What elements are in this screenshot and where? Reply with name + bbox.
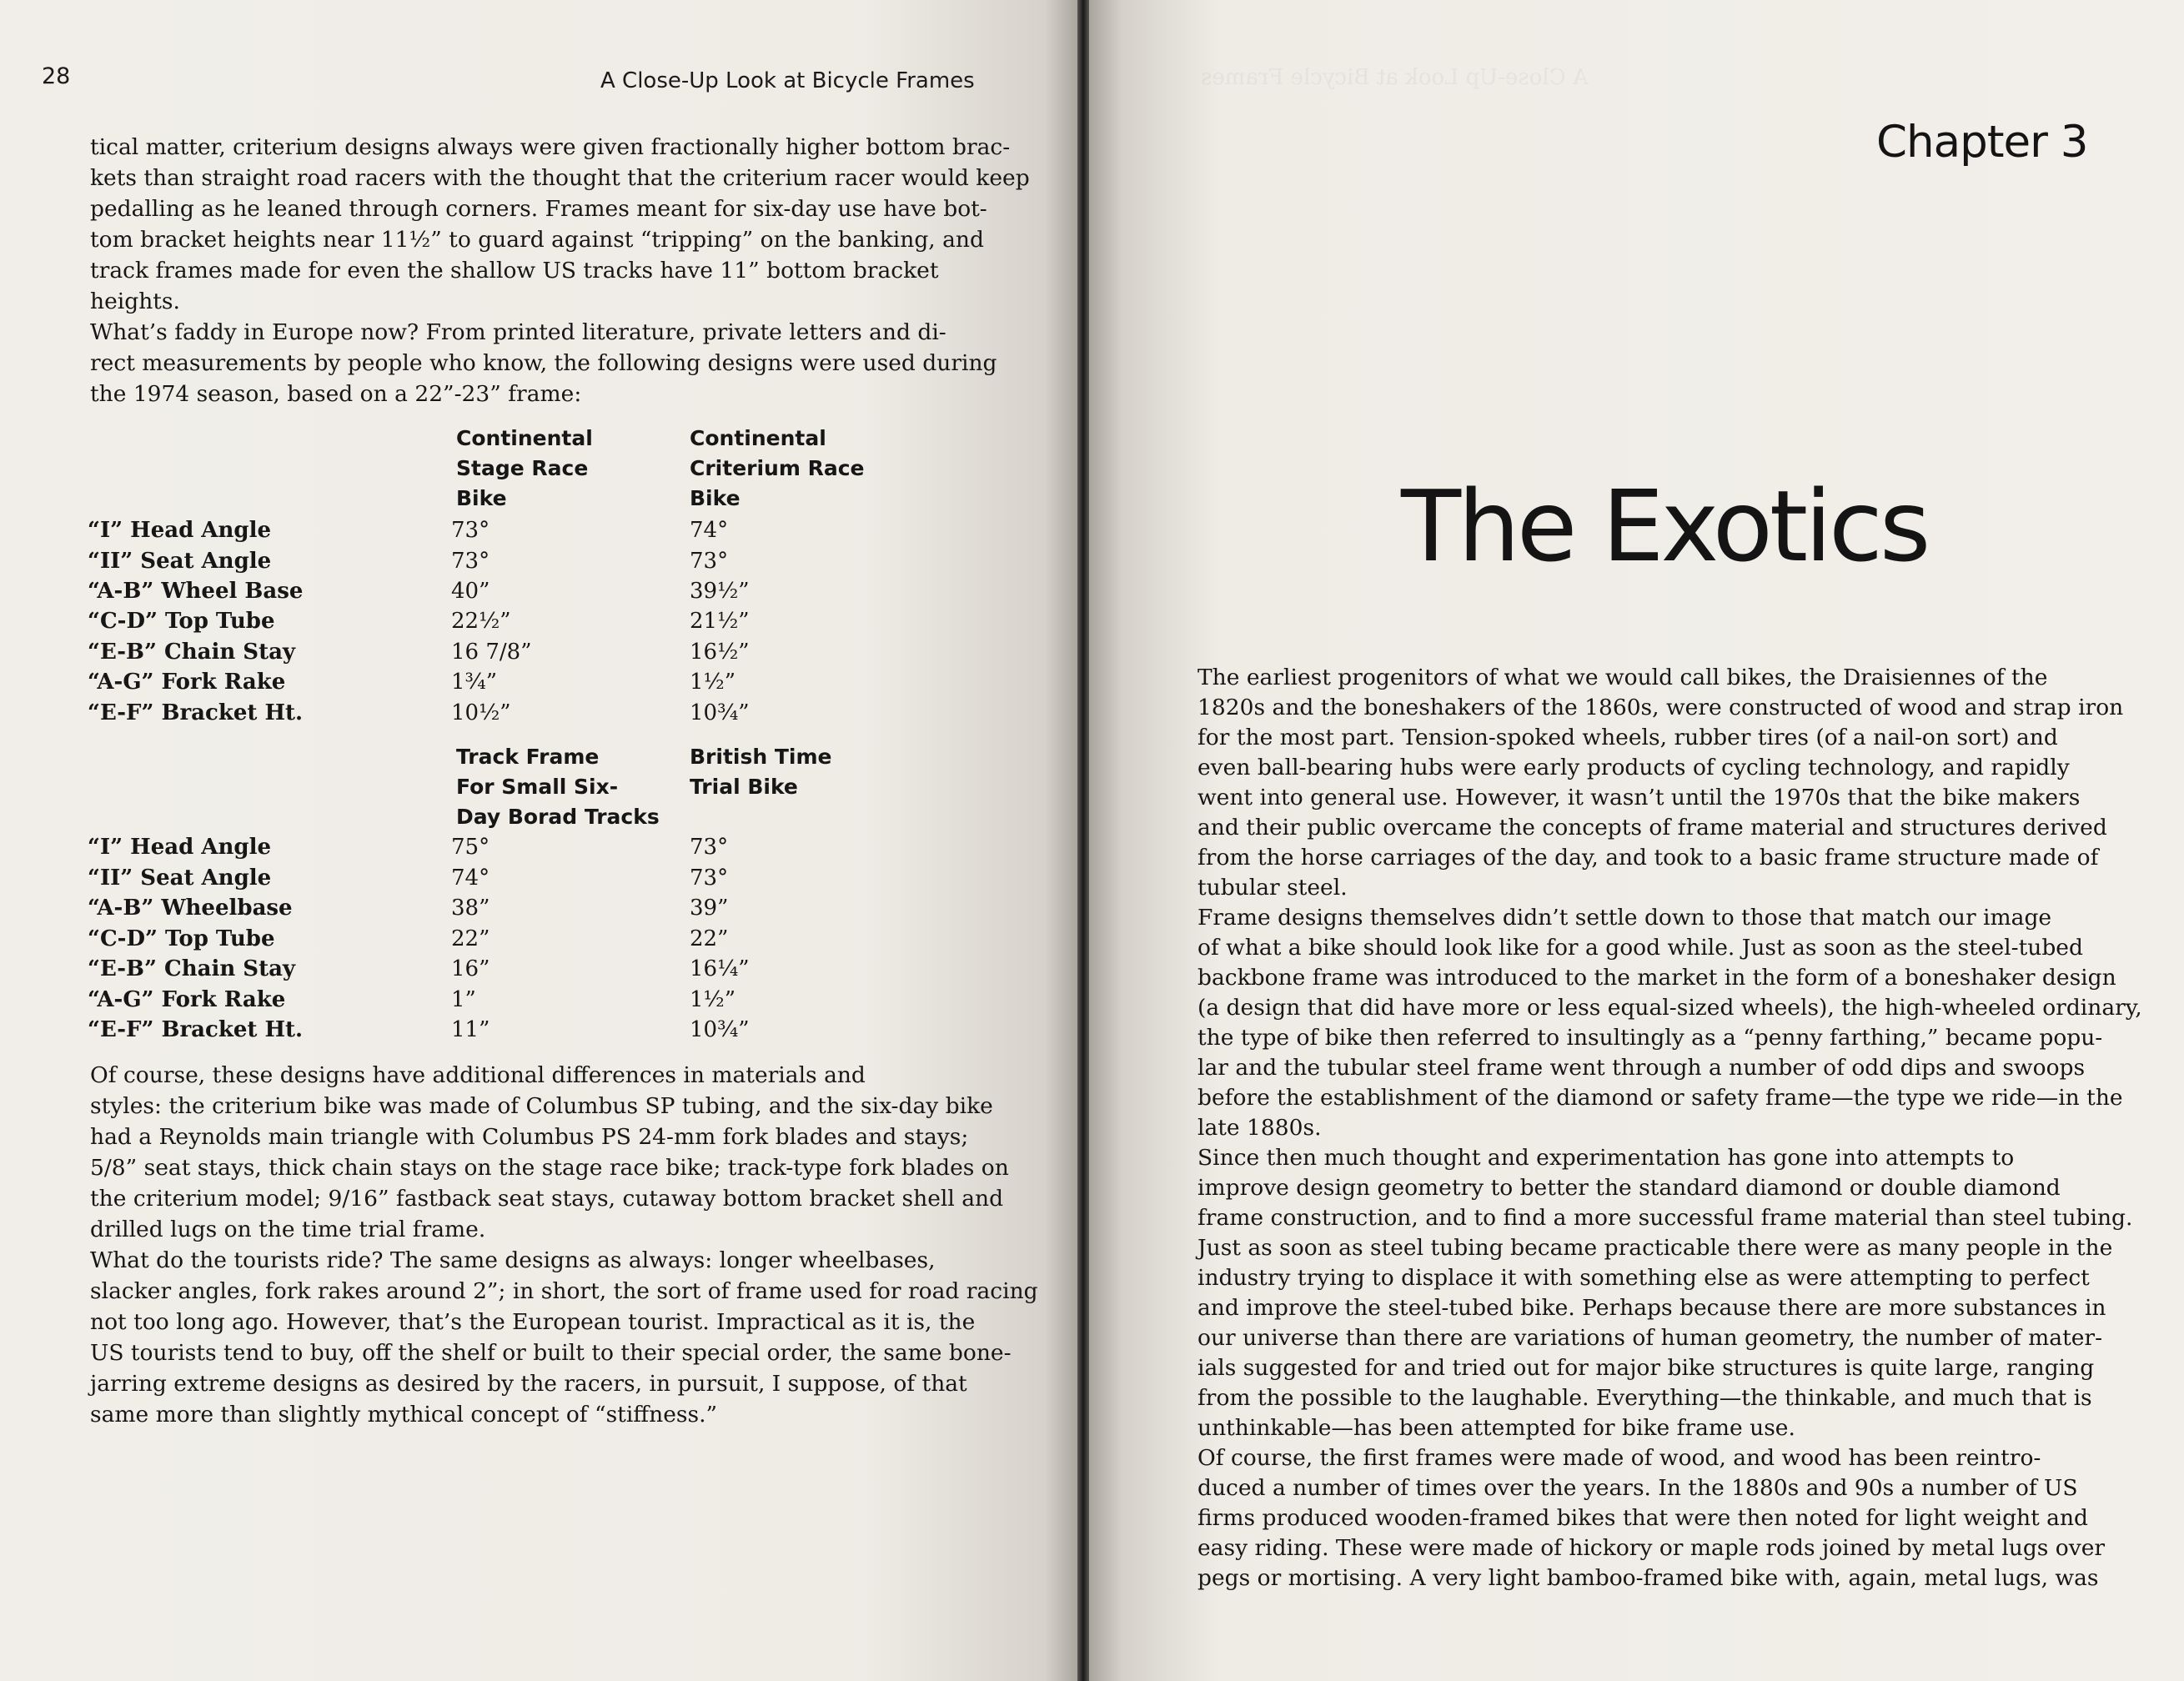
table-row-label: “I” Head Angle (88, 518, 271, 543)
chapter-title: The Exotics (1401, 469, 1928, 584)
table-column-header: Continental (690, 426, 826, 450)
table-cell: 73° (690, 866, 729, 891)
table-column-header: Stage Race (456, 456, 589, 480)
text-line: pegs or mortising. A very light bamboo-framed bike with, again, metal lugs, was (1197, 1565, 2099, 1591)
text-line: What do the tourists ride? The same designs as always: longer wheelbases, (90, 1247, 936, 1273)
text-line: frame construction, and to find a more successful frame material than steel tubing. (1197, 1205, 2133, 1231)
table-row-label: “E-F” Bracket Ht. (88, 700, 304, 725)
text-line: US tourists tend to buy, off the shelf or built to their special order, the same bone- (90, 1340, 1012, 1366)
table-row-label: “A-B” Wheelbase (88, 896, 293, 921)
text-line: of what a bike should look like for a good while. Just as soon as the steel-tubed (1197, 935, 2083, 961)
table-row-label: “E-B” Chain Stay (88, 956, 296, 981)
table-cell: 74° (690, 518, 729, 543)
text-line: Since then much thought and experimentation has gone into attempts to (1197, 1145, 2015, 1171)
table-column-header: British Time (690, 745, 832, 769)
table-cell: 10½” (451, 700, 511, 725)
table-cell: 16½” (690, 640, 750, 665)
text-line: same more than slightly mythical concept of “stiffness.” (90, 1402, 718, 1428)
table-row-label: “I” Head Angle (88, 835, 271, 860)
text-line: our universe than there are variations of human geometry, the number of mater- (1197, 1325, 2103, 1351)
text-line: the criterium model; 9/16” fastback seat stays, cutaway bottom bracket shell and (90, 1186, 1004, 1212)
bleed-through-header: A Close-Up Look at Bicycle Frames (1201, 65, 1589, 90)
text-line: styles: the criterium bike was made of Columbus SP tubing, and the six-day bike (90, 1093, 993, 1119)
text-line: and improve the steel-tubed bike. Perhaps because there are more substances in (1197, 1295, 2106, 1321)
text-line: The earliest progenitors of what we would call bikes, the Draisiennes of the (1197, 665, 2048, 690)
text-line: Of course, these designs have additional differences in materials and (90, 1062, 866, 1088)
table-cell: 73° (690, 835, 729, 860)
table-cell: 73° (451, 549, 490, 574)
table-row-label: “E-B” Chain Stay (88, 640, 296, 665)
table-cell: 22½” (451, 609, 511, 634)
text-line: the 1974 season, based on a 22”-23” frame: (90, 381, 582, 407)
text-line: and their public overcame the concepts of frame material and structures derived (1197, 815, 2107, 840)
text-line: pedalling as he leaned through corners. Frames meant for six-day use have bot- (90, 196, 987, 222)
table-row-label: “II” Seat Angle (88, 549, 272, 574)
text-line: not too long ago. However, that’s the European tourist. Impractical as it is, the (90, 1309, 976, 1335)
table-column-header: Bike (690, 486, 741, 510)
text-line: kets than straight road racers with the thought that the criterium racer would keep (90, 165, 1030, 191)
running-header: A Close-Up Look at Bicycle Frames (600, 68, 975, 93)
table-cell: 38” (451, 896, 490, 921)
table-row-label: “A-B” Wheel Base (88, 579, 304, 604)
text-line: for the most part. Tension-spoked wheels, rubber tires (of a nail-on sort) and (1197, 725, 2058, 750)
text-line: went into general use. However, it wasn’t until the 1970s that the bike makers (1197, 785, 2081, 810)
text-line: improve design geometry to better the standard diamond or double diamond (1197, 1175, 2061, 1201)
table-cell: 73° (690, 549, 729, 574)
table-cell: 1¾” (451, 670, 498, 695)
table-column-header: Criterium Race (690, 456, 865, 480)
table-cell: 22” (690, 926, 729, 951)
table-row-label: “E-F” Bracket Ht. (88, 1017, 304, 1042)
table-cell: 10¾” (690, 700, 750, 725)
text-line: 5/8” seat stays, thick chain stays on the stage race bike; track-type fork blades on (90, 1155, 1009, 1181)
table-column-header: For Small Six- (456, 775, 619, 799)
text-line: ials suggested for and tried out for major bike structures is quite large, ranging (1197, 1355, 2095, 1381)
text-line: Frame designs themselves didn’t settle down to those that match our image (1197, 905, 2052, 931)
text-line: slacker angles, fork rakes around 2”; in short, the sort of frame used for road racing (90, 1278, 1038, 1304)
text-line: duced a number of times over the years. In the 1880s and 90s a number of US (1197, 1475, 2078, 1501)
table-cell: 1” (451, 987, 476, 1012)
page-number: 28 (42, 63, 71, 89)
table-cell: 11” (451, 1017, 490, 1042)
text-line: had a Reynolds main triangle with Columbus PS 24-mm fork blades and stays; (90, 1124, 969, 1150)
table-cell: 21½” (690, 609, 750, 634)
text-line: Just as soon as steel tubing became practicable there were as many people in the (1197, 1235, 2113, 1261)
text-line: from the horse carriages of the day, and took to a basic frame structure made of (1197, 845, 2099, 871)
table-cell: 74° (451, 866, 490, 891)
table-column-header: Continental (456, 426, 593, 450)
table-cell: 39½” (690, 579, 750, 604)
book-gutter (1077, 0, 1089, 1681)
text-line: What’s faddy in Europe now? From printed literature, private letters and di- (90, 319, 946, 345)
table-cell: 16 7/8” (451, 640, 532, 665)
table-cell: 1½” (690, 987, 736, 1012)
table-cell: 39” (690, 896, 729, 921)
table-row-label: “A-G” Fork Rake (88, 670, 286, 695)
text-line: backbone frame was introduced to the market in the form of a boneshaker design (1197, 965, 2116, 991)
text-line: before the establishment of the diamond or safety frame—the type we ride—in the (1197, 1085, 2123, 1111)
text-line: tical matter, criterium designs always were given fractionally higher bottom brac- (90, 134, 1011, 160)
table-cell: 10¾” (690, 1017, 750, 1042)
text-line: track frames made for even the shallow US tracks have 11” bottom bracket (90, 258, 939, 284)
text-line: tubular steel. (1197, 875, 1348, 901)
text-line: late 1880s. (1197, 1115, 1322, 1141)
chapter-label: Chapter 3 (1876, 117, 2088, 168)
text-line: jarring extreme designs as desired by the racers, in pursuit, I suppose, of that (90, 1371, 967, 1397)
table-cell: 40” (451, 579, 490, 604)
table-column-header: Bike (456, 486, 507, 510)
text-line: Of course, the first frames were made of wood, and wood has been reintro- (1197, 1445, 2041, 1471)
table-column-header: Trial Bike (690, 775, 798, 799)
text-line: industry trying to displace it with something else as were attempting to perfect (1197, 1265, 2090, 1291)
text-line: easy riding. These were made of hickory or maple rods joined by metal lugs over (1197, 1535, 2106, 1561)
text-line: tom bracket heights near 11½” to guard against “tripping” on the banking, and (90, 227, 984, 253)
text-line: 1820s and the boneshakers of the 1860s, were constructed of wood and strap iron (1197, 695, 2124, 720)
table-cell: 75° (451, 835, 490, 860)
table-column-header: Day Borad Tracks (456, 805, 660, 829)
table-row-label: “C-D” Top Tube (88, 609, 275, 634)
text-line: (a design that did have more or less equal-sized wheels), the high-wheeled ordinary, (1197, 995, 2142, 1021)
text-line: even ball-bearing hubs were early products of cycling technology, and rapidly (1197, 755, 2070, 780)
text-line: rect measurements by people who know, the following designs were used during (90, 350, 997, 376)
text-line: drilled lugs on the time trial frame. (90, 1217, 486, 1242)
table-cell: 16¼” (690, 956, 750, 981)
text-line: the type of bike then referred to insultingly as a “penny farthing,” became popu- (1197, 1025, 2103, 1051)
text-line: from the possible to the laughable. Everything—the thinkable, and much that is (1197, 1385, 2092, 1411)
text-line: firms produced wooden-framed bikes that were then noted for light weight and (1197, 1505, 2088, 1531)
table-row-label: “C-D” Top Tube (88, 926, 275, 951)
table-cell: 1½” (690, 670, 736, 695)
table-cell: 16” (451, 956, 490, 981)
table-row-label: “II” Seat Angle (88, 866, 272, 891)
table-row-label: “A-G” Fork Rake (88, 987, 286, 1012)
text-line: lar and the tubular steel frame went through a number of odd dips and swoops (1197, 1055, 2086, 1081)
text-line: unthinkable—has been attempted for bike frame use. (1197, 1415, 1795, 1441)
text-line: heights. (90, 289, 180, 314)
table-cell: 22” (451, 926, 490, 951)
table-column-header: Track Frame (456, 745, 600, 769)
table-cell: 73° (451, 518, 490, 543)
